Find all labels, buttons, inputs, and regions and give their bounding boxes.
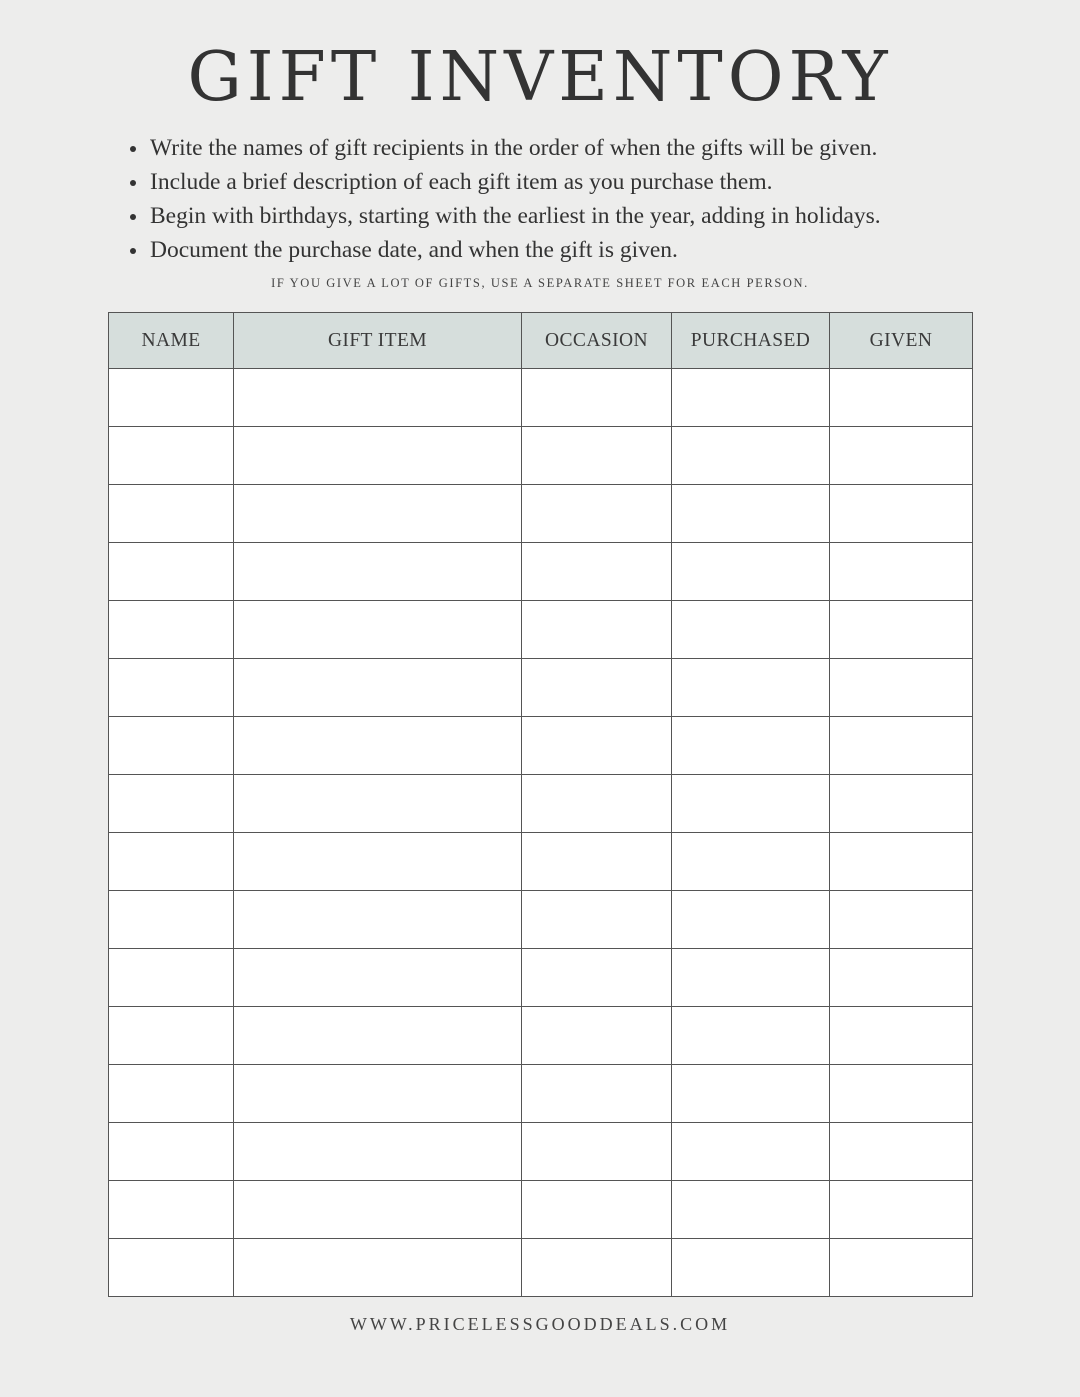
cell-purchased[interactable]: [672, 601, 830, 659]
cell-given[interactable]: [830, 891, 973, 949]
instruction-item: [130, 165, 990, 199]
table-row: [109, 891, 973, 949]
cell-given[interactable]: [830, 659, 973, 717]
cell-given[interactable]: [830, 1065, 973, 1123]
cell-occasion[interactable]: [522, 1181, 672, 1239]
cell-name[interactable]: [109, 833, 234, 891]
cell-gift-item[interactable]: [234, 891, 522, 949]
cell-purchased[interactable]: [672, 833, 830, 891]
cell-occasion[interactable]: [522, 949, 672, 1007]
instruction-item: [130, 131, 990, 165]
cell-given[interactable]: [830, 717, 973, 775]
cell-given[interactable]: [830, 1123, 973, 1181]
cell-gift-item[interactable]: [234, 369, 522, 427]
instruction-text: Document the purchase date, and when the gift is given.: [150, 237, 678, 263]
instruction-item: [130, 199, 990, 233]
cell-purchased[interactable]: [672, 891, 830, 949]
instruction-text: Include a brief description of each gift item as you purchase them.: [150, 169, 773, 195]
cell-purchased[interactable]: [672, 1123, 830, 1181]
cell-given[interactable]: [830, 1239, 973, 1297]
bullet-icon: [130, 180, 136, 186]
cell-given[interactable]: [830, 485, 973, 543]
table-row: [109, 1123, 973, 1181]
cell-given[interactable]: [830, 775, 973, 833]
cell-purchased[interactable]: [672, 1065, 830, 1123]
cell-purchased[interactable]: [672, 659, 830, 717]
table-row: [109, 543, 973, 601]
cell-name[interactable]: [109, 659, 234, 717]
cell-name[interactable]: [109, 369, 234, 427]
table-header-row: [109, 313, 973, 369]
instructions-list: [130, 131, 990, 267]
cell-given[interactable]: [830, 427, 973, 485]
instruction-item: [130, 233, 990, 267]
cell-gift-item[interactable]: [234, 601, 522, 659]
cell-occasion[interactable]: [522, 891, 672, 949]
gift-inventory-table: [108, 312, 973, 1297]
bullet-icon: [130, 214, 136, 220]
cell-name[interactable]: [109, 1065, 234, 1123]
cell-gift-item[interactable]: [234, 717, 522, 775]
cell-given[interactable]: [830, 949, 973, 1007]
column-header-purchased: PURCHASED: [672, 313, 830, 369]
cell-occasion[interactable]: [522, 1239, 672, 1297]
table-row: [109, 717, 973, 775]
cell-name[interactable]: [109, 1123, 234, 1181]
cell-purchased[interactable]: [672, 427, 830, 485]
cell-occasion[interactable]: [522, 543, 672, 601]
cell-name[interactable]: [109, 775, 234, 833]
cell-gift-item[interactable]: [234, 1007, 522, 1065]
cell-given[interactable]: [830, 543, 973, 601]
cell-purchased[interactable]: [672, 1007, 830, 1065]
cell-purchased[interactable]: [672, 717, 830, 775]
cell-purchased[interactable]: [672, 1239, 830, 1297]
cell-name[interactable]: [109, 427, 234, 485]
cell-purchased[interactable]: [672, 543, 830, 601]
table-row: [109, 949, 973, 1007]
cell-occasion[interactable]: [522, 1065, 672, 1123]
table-row: [109, 1007, 973, 1065]
cell-gift-item[interactable]: [234, 949, 522, 1007]
cell-name[interactable]: [109, 601, 234, 659]
table-row: [109, 833, 973, 891]
cell-gift-item[interactable]: [234, 659, 522, 717]
table-row: [109, 1239, 973, 1297]
cell-purchased[interactable]: [672, 1181, 830, 1239]
cell-name[interactable]: [109, 1239, 234, 1297]
cell-gift-item[interactable]: [234, 833, 522, 891]
cell-purchased[interactable]: [672, 369, 830, 427]
cell-given[interactable]: [830, 833, 973, 891]
cell-given[interactable]: [830, 1181, 973, 1239]
cell-occasion[interactable]: [522, 1123, 672, 1181]
cell-name[interactable]: [109, 949, 234, 1007]
column-header-given: GIVEN: [830, 313, 973, 369]
cell-occasion[interactable]: [522, 775, 672, 833]
cell-gift-item[interactable]: [234, 1065, 522, 1123]
table-row: [109, 659, 973, 717]
table-row: [109, 369, 973, 427]
cell-occasion[interactable]: [522, 659, 672, 717]
bullet-icon: [130, 146, 136, 152]
cell-purchased[interactable]: [672, 485, 830, 543]
cell-name[interactable]: [109, 543, 234, 601]
cell-purchased[interactable]: [672, 949, 830, 1007]
cell-gift-item[interactable]: [234, 543, 522, 601]
website-footer: WWW.PRICELESSGOODDEALS.COM: [349, 1314, 731, 1334]
cell-name[interactable]: [109, 717, 234, 775]
cell-name[interactable]: [109, 1007, 234, 1065]
instruction-text: Write the names of gift recipients in the order of when the gifts will be given.: [150, 135, 878, 161]
table-row: [109, 1065, 973, 1123]
cell-occasion[interactable]: [522, 369, 672, 427]
cell-purchased[interactable]: [672, 775, 830, 833]
cell-occasion[interactable]: [522, 717, 672, 775]
column-header-gift-item: GIFT ITEM: [234, 313, 522, 369]
cell-name[interactable]: [109, 891, 234, 949]
cell-gift-item[interactable]: [234, 775, 522, 833]
table-row: [109, 775, 973, 833]
cell-given[interactable]: [830, 601, 973, 659]
usage-note: IF YOU GIVE A LOT OF GIFTS, USE A SEPARATE SHEET FOR EACH PERSON.: [271, 276, 809, 290]
column-header-name: NAME: [109, 313, 234, 369]
cell-occasion[interactable]: [522, 1007, 672, 1065]
table-row: [109, 601, 973, 659]
cell-name[interactable]: [109, 1181, 234, 1239]
bullet-icon: [130, 248, 136, 254]
cell-given[interactable]: [830, 1007, 973, 1065]
cell-gift-item[interactable]: [234, 1181, 522, 1239]
cell-gift-item[interactable]: [234, 1123, 522, 1181]
cell-name[interactable]: [109, 485, 234, 543]
cell-occasion[interactable]: [522, 427, 672, 485]
cell-gift-item[interactable]: [234, 427, 522, 485]
cell-given[interactable]: [830, 369, 973, 427]
column-header-occasion: OCCASION: [522, 313, 672, 369]
page-title: GIFT INVENTORY: [187, 38, 893, 117]
cell-occasion[interactable]: [522, 485, 672, 543]
cell-gift-item[interactable]: [234, 1239, 522, 1297]
table-row: [109, 427, 973, 485]
cell-occasion[interactable]: [522, 601, 672, 659]
instruction-text: Begin with birthdays, starting with the earliest in the year, adding in holidays.: [150, 203, 881, 229]
table-row: [109, 1181, 973, 1239]
table-row: [109, 485, 973, 543]
cell-occasion[interactable]: [522, 833, 672, 891]
cell-gift-item[interactable]: [234, 485, 522, 543]
table-body: [109, 369, 973, 1297]
